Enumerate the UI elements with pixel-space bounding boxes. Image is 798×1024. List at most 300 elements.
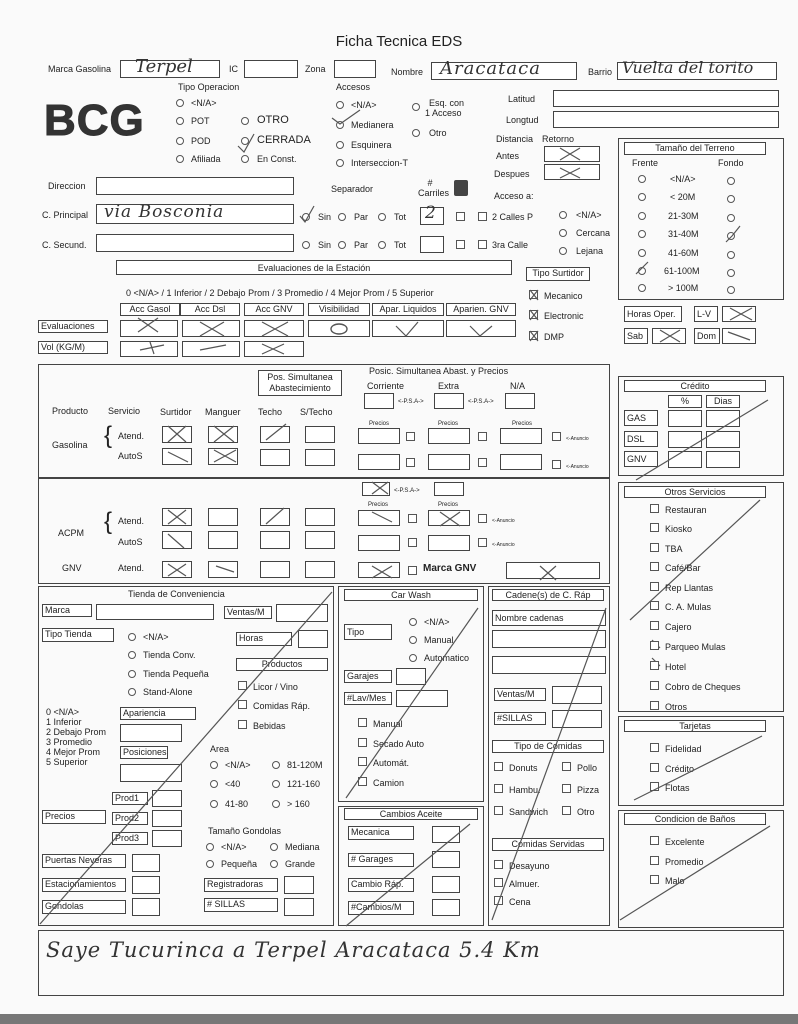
precios-label-1: Precios — [369, 421, 390, 427]
frente-more-radio[interactable] — [638, 284, 646, 292]
semaforo-check-1[interactable] — [456, 212, 465, 221]
secado-auto-label: Secado Auto — [373, 739, 425, 749]
gas-atend-surtidor[interactable] — [162, 426, 192, 443]
car-wash-na-label: <N/A> — [424, 617, 450, 627]
fondo-20-radio[interactable] — [727, 195, 735, 203]
col-acc-gnv: Acc GNV — [244, 303, 304, 316]
car-wash-manual-check[interactable] — [358, 718, 367, 727]
mecanica-field[interactable] — [432, 826, 460, 843]
acceso-cercana-radio[interactable] — [559, 229, 567, 237]
accesos-medianera-label: Medianera — [351, 120, 394, 130]
gas-autos-precio-1[interactable] — [358, 454, 400, 470]
acpm-autos-techo[interactable] — [260, 531, 290, 549]
sep-par-label-1: Par — [354, 212, 369, 222]
tipo-surtidor-title: Tipo Surtidor — [526, 267, 590, 281]
longitud-label: Longtud — [506, 115, 539, 125]
extra-label: Extra — [438, 381, 460, 391]
col-acc-dsl: Acc Dsl — [180, 303, 240, 316]
cadenas-sillas-label: #SILLAS — [494, 712, 546, 725]
acpm-atend-anuncio-label: <-Anuncio — [492, 518, 515, 524]
tipo-tienda-na-radio[interactable] — [128, 633, 136, 641]
cambios-mes-field[interactable] — [432, 899, 460, 916]
ic-field[interactable] — [244, 60, 298, 78]
otros-servicio-check[interactable] — [650, 621, 659, 630]
otros-servicios-section — [618, 482, 784, 712]
fondo-40-radio[interactable] — [727, 232, 735, 240]
acpm-atend-techo[interactable] — [260, 508, 290, 526]
sep-tot-radio-1[interactable] — [378, 213, 386, 221]
acpm-atend-precio-2[interactable] — [428, 510, 470, 526]
evaluaciones-row-label: Evaluaciones — [38, 320, 108, 333]
latitud-field[interactable] — [553, 90, 779, 107]
gnv-atend-stecho[interactable] — [305, 561, 335, 578]
tipo-op-otro-radio[interactable] — [241, 117, 249, 125]
area-label: Area — [210, 744, 230, 754]
horas-lv-field[interactable] — [722, 306, 756, 322]
eval-apar-liquidos[interactable] — [372, 320, 444, 337]
accesos-1acceso-label: 1 Acceso — [425, 108, 462, 118]
comida-sandwich-label: Sandwich — [509, 807, 549, 817]
servida-almuer-check[interactable] — [494, 878, 503, 887]
accesos-esquinera-label: Esquinera — [351, 140, 392, 150]
accesos-otro-label: Otro — [429, 128, 447, 138]
gas-autos-stecho[interactable] — [305, 449, 335, 466]
credito-gas-pct[interactable] — [668, 410, 702, 427]
tamano-gondolas-label: Tamaño Gondolas — [208, 826, 282, 836]
posiciones-field[interactable] — [120, 764, 182, 782]
nombre-cadenas-field-1[interactable] — [492, 630, 606, 648]
tipo-op-pot-radio[interactable] — [176, 117, 184, 125]
sep-sin-radio-1[interactable] — [302, 213, 310, 221]
acpm-atend-precio-1[interactable] — [358, 510, 400, 526]
calle-principal-value: via Bosconia — [104, 202, 225, 222]
vol-acc-dsl[interactable] — [182, 341, 240, 357]
credito-dsl-pct[interactable] — [668, 431, 702, 448]
gas-atend-techo[interactable] — [260, 426, 290, 443]
accesos-esqcon-radio[interactable] — [412, 103, 420, 111]
car-wash-camion-check[interactable] — [358, 777, 367, 786]
gas-atend-chk-1[interactable] — [406, 432, 415, 441]
comida-pizza-check[interactable] — [562, 784, 571, 793]
tarjeta-fidelidad-check[interactable] — [650, 743, 659, 752]
frente-40-radio[interactable] — [638, 230, 646, 238]
form-title: Ficha Tecnica EDS — [335, 33, 463, 50]
tienda-ventas-label: Ventas/M — [224, 606, 272, 619]
servida-cena-check[interactable] — [494, 896, 503, 905]
horas-dom-field[interactable] — [722, 328, 756, 344]
despues-field[interactable] — [544, 164, 600, 180]
acpm-atend-anuncio-chk[interactable] — [478, 514, 487, 523]
tipo-op-cerrada-radio[interactable] — [241, 137, 249, 145]
fondo-60-radio[interactable] — [727, 251, 735, 259]
accesos-otro-radio[interactable] — [412, 129, 420, 137]
comida-otro-check[interactable] — [562, 806, 571, 815]
credito-gas-label: GAS — [624, 410, 658, 426]
tipo-tienda-standalone-radio[interactable] — [128, 688, 136, 696]
nombre-value: Aracataca — [440, 58, 541, 79]
tres-calle-label: 3ra Calle — [492, 240, 529, 250]
gas-autos-precio-2[interactable] — [428, 454, 470, 470]
credito-dsl-dias[interactable] — [706, 431, 740, 448]
fondo-more-radio[interactable] — [727, 286, 735, 294]
bcg-logo: BCG — [44, 96, 145, 145]
otros-servicio-check[interactable] — [650, 543, 659, 552]
productos-licor-check[interactable] — [238, 681, 247, 690]
manguer-label: Manguer — [205, 407, 241, 417]
comida-pollo-label: Pollo — [577, 763, 598, 773]
tienda-scale-item: 0 <N/A> — [46, 707, 80, 717]
gnv-atend-surtidor[interactable] — [162, 561, 192, 578]
gas-atend-precio-1[interactable] — [358, 428, 400, 444]
sep-par-radio-2[interactable] — [338, 241, 346, 249]
cadenas-title: Cadene(s) de C. Ráp — [492, 589, 604, 601]
frente-na-radio[interactable] — [638, 175, 646, 183]
tipo-tienda-label: Tipo Tienda — [42, 628, 114, 642]
calle-secund-field[interactable] — [96, 234, 294, 252]
fondo-30-radio[interactable] — [727, 214, 735, 222]
otros-servicio-label: Restauran — [665, 505, 707, 515]
frente-30-radio[interactable] — [638, 212, 646, 220]
credito-gnv-dias[interactable] — [706, 451, 740, 468]
accesos-na-radio[interactable] — [336, 101, 344, 109]
acceso-cercana-label: Cercana — [576, 228, 611, 238]
na-field[interactable] — [505, 393, 535, 409]
car-wash-auto-radio[interactable] — [409, 654, 417, 662]
apariencia-label: Apariencia — [120, 707, 196, 720]
credito-gnv-pct[interactable] — [668, 451, 702, 468]
direccion-field[interactable] — [96, 177, 294, 195]
dos-calles-check[interactable] — [478, 212, 487, 221]
frente-100-radio[interactable] — [638, 267, 646, 275]
gas-atend-stecho[interactable] — [305, 426, 335, 443]
gasolina-atend-label: Atend. — [118, 431, 145, 441]
prod3-field[interactable] — [152, 830, 182, 847]
evaluaciones-title: Evaluaciones de la Estación — [116, 260, 512, 275]
gnv-atend-manguer[interactable] — [208, 561, 238, 578]
latitud-label: Latitud — [508, 94, 536, 104]
acceso-na-radio[interactable] — [559, 211, 567, 219]
accesos-esqcon-label: Esq. con — [429, 98, 465, 108]
gas-atend-precio-3[interactable] — [500, 428, 542, 444]
tipo-comidas-title: Tipo de Comidas — [492, 740, 604, 753]
acpm-atend-stecho[interactable] — [305, 508, 335, 526]
gas-atend-anuncio-chk[interactable] — [552, 432, 561, 441]
terreno-frente-label: Frente — [632, 158, 659, 168]
otros-servicio-check[interactable] — [650, 641, 659, 650]
banos-promedio-check[interactable] — [650, 856, 659, 865]
mecanica-label: Mecanica — [348, 826, 414, 840]
acpm-psa-field-1[interactable] — [362, 482, 390, 496]
cambio-rap-field[interactable] — [432, 876, 460, 893]
surtidor-electronic-label: Electronic — [544, 311, 584, 321]
otros-servicio-label: Cobro de Cheques — [665, 682, 741, 692]
servida-almuer-label: Almuer. — [509, 879, 540, 889]
productos-comidas-label: Comidas Ráp. — [253, 701, 311, 711]
acpm-psa-field-2[interactable] — [434, 482, 464, 496]
prod2-field[interactable] — [152, 810, 182, 827]
garages-field[interactable] — [432, 851, 460, 868]
corriente-field[interactable] — [364, 393, 394, 409]
cambios-mes-label: #Cambios/M — [348, 901, 414, 915]
comida-pollo-check[interactable] — [562, 762, 571, 771]
gas-autos-chk-1[interactable] — [406, 458, 415, 467]
puertas-neveras-label: Puertas Neveras — [42, 854, 126, 868]
gas-autos-surtidor[interactable] — [162, 448, 192, 465]
gas-autos-manguer[interactable] — [208, 448, 238, 465]
acpm-autos-chk-1[interactable] — [408, 538, 417, 547]
sep-sin-radio-2[interactable] — [302, 241, 310, 249]
antes-field[interactable] — [544, 146, 600, 162]
vol-acc-gnv[interactable] — [244, 341, 304, 357]
calle-secund-label: C. Secund. — [42, 240, 87, 250]
gas-atend-anuncio-label: <-Anuncio — [566, 436, 589, 442]
tarjeta-flotas-label: Flotas — [665, 783, 690, 793]
gasolina-label: Gasolina — [52, 440, 88, 450]
terreno-na-label: <N/A> — [670, 174, 696, 184]
calle-principal-label: C. Principal — [42, 210, 89, 220]
vol-acc-gasol[interactable] — [120, 341, 178, 357]
tipo-op-na-label: <N/A> — [191, 98, 217, 108]
acpm-atend-surtidor[interactable] — [162, 508, 192, 526]
banos-title: Condicion de Baños — [624, 813, 766, 825]
otros-servicio-label: Rep Llantas — [665, 583, 714, 593]
comida-donuts-check[interactable] — [494, 762, 503, 771]
sep-sin-label-2: Sin — [318, 240, 332, 250]
eval-visibilidad[interactable] — [308, 320, 370, 337]
gondola-na-label: <N/A> — [221, 842, 247, 852]
acpm-autos-precio-1[interactable] — [358, 535, 400, 551]
prod3-label: Prod3 — [112, 832, 148, 845]
acpm-autos-surtidor[interactable] — [162, 531, 192, 549]
separador-label: Separador — [331, 184, 374, 194]
otros-servicio-check[interactable] — [650, 701, 659, 710]
servida-desayuno-check[interactable] — [494, 860, 503, 869]
gas-atend-manguer[interactable] — [208, 426, 238, 443]
tipo-op-afiliada-radio[interactable] — [176, 155, 184, 163]
tipo-op-enconst-radio[interactable] — [241, 155, 249, 163]
retorno-label: Retorno — [542, 134, 575, 144]
tienda-ventas-field[interactable] — [276, 604, 328, 622]
acpm-autos-label: AutoS — [118, 537, 143, 547]
frente-60-radio[interactable] — [638, 249, 646, 257]
surtidor-dmp-check[interactable] — [529, 331, 538, 340]
area-120-label: 81-120M — [287, 760, 323, 770]
acpm-autos-anuncio-chk[interactable] — [478, 538, 487, 547]
gondola-mediana-radio[interactable] — [270, 843, 278, 851]
tipo-op-na-radio[interactable] — [176, 99, 184, 107]
credito-dsl-label: DSL — [624, 431, 658, 447]
zona-field[interactable] — [334, 60, 376, 78]
car-wash-tipo-label: Tipo — [344, 624, 392, 640]
comida-donuts-label: Donuts — [509, 763, 538, 773]
garages-label: # Garages — [348, 853, 414, 867]
area-80-radio[interactable] — [210, 800, 218, 808]
otros-servicios-title: Otros Servicios — [624, 486, 766, 498]
eval-aparien-gnv[interactable] — [446, 320, 516, 337]
car-wash-manual-label: Manual — [424, 635, 454, 645]
tienda-sillas-label: # SILLAS — [204, 898, 278, 912]
carriles-field-2[interactable] — [420, 236, 444, 253]
gas-atend-chk-2[interactable] — [478, 432, 487, 441]
area-160-radio[interactable] — [272, 780, 280, 788]
car-wash-manual-radio[interactable] — [409, 636, 417, 644]
tarjetas-title: Tarjetas — [624, 720, 766, 732]
gnv-atend-chk[interactable] — [408, 566, 417, 575]
credito-pct-header: % — [668, 395, 702, 408]
accesos-interseccion-radio[interactable] — [336, 159, 344, 167]
prod1-field[interactable] — [152, 790, 182, 807]
stecho-label: S/Techo — [300, 407, 333, 417]
eval-acc-gnv[interactable] — [244, 320, 304, 337]
comida-sandwich-check[interactable] — [494, 806, 503, 815]
surtidor-mecanico-check[interactable] — [529, 290, 538, 299]
marca-gnv-field[interactable] — [506, 562, 600, 579]
terreno-60-label: 41-60M — [668, 248, 699, 258]
banos-malo-check[interactable] — [650, 875, 659, 884]
cadenas-sillas-field[interactable] — [552, 710, 602, 728]
area-more-radio[interactable] — [272, 800, 280, 808]
horas-lv-label: L-V — [694, 306, 718, 322]
area-80-label: 41-80 — [225, 799, 249, 809]
otros-servicio-label: Cajero — [665, 622, 692, 632]
nombre-cadenas-field-2[interactable] — [492, 656, 606, 674]
gondola-grande-label: Grande — [285, 859, 316, 869]
otros-servicio-check[interactable] — [650, 582, 659, 591]
otros-servicio-check[interactable] — [650, 562, 659, 571]
fondo-100-radio[interactable] — [727, 269, 735, 277]
tipo-tienda-pequena-radio[interactable] — [128, 670, 136, 678]
otros-servicio-check[interactable] — [650, 601, 659, 610]
credito-gas-dias[interactable] — [706, 410, 740, 427]
tarjeta-flotas-check[interactable] — [650, 782, 659, 791]
tienda-horas-label: Horas — [236, 632, 292, 646]
area-na-radio[interactable] — [210, 761, 218, 769]
cadenas-ventas-field[interactable] — [552, 686, 602, 704]
gas-atend-precio-2[interactable] — [428, 428, 470, 444]
area-120-radio[interactable] — [272, 761, 280, 769]
accesos-medianera-radio[interactable] — [336, 121, 344, 129]
acpm-atend-chk-1[interactable] — [408, 514, 417, 523]
tienda-horas-field[interactable] — [298, 630, 328, 648]
evaluaciones-scale: 0 <N/A> / 1 Inferior / 2 Debajo Prom / 3 Promedio / 4 Mejor Prom / 5 Superior — [126, 288, 434, 298]
tipo-op-pod-radio[interactable] — [176, 137, 184, 145]
psa-label-1: <-P.S.A-> — [398, 399, 424, 405]
acpm-autos-precio-2[interactable] — [428, 535, 470, 551]
apariencia-field[interactable] — [120, 724, 182, 742]
gondolas-label: Gondolas — [42, 900, 126, 914]
tienda-marca-field[interactable] — [96, 604, 214, 620]
longitud-field[interactable] — [553, 111, 779, 128]
area-40-radio[interactable] — [210, 780, 218, 788]
gasolina-brace: { — [104, 422, 113, 449]
gas-autos-anuncio-chk[interactable] — [552, 460, 561, 469]
comida-hambu-label: Hambu. — [509, 785, 541, 795]
acpm-autos-stecho[interactable] — [305, 531, 335, 549]
extra-field[interactable] — [434, 393, 464, 409]
posic-simultanea-label: Posic. Simultanea Abast. y Precios — [369, 366, 509, 376]
horas-sab-label: Sab — [624, 328, 648, 344]
banos-excelente-label: Excelente — [665, 837, 705, 847]
gondola-na-radio[interactable] — [206, 843, 214, 851]
productos-bebidas-check[interactable] — [238, 720, 247, 729]
pos-simultanea-header: Pos. Simultanea Abastecimiento — [258, 370, 342, 396]
registradoras-field[interactable] — [284, 876, 314, 894]
sep-tot-radio-2[interactable] — [378, 241, 386, 249]
eval-acc-gasol[interactable] — [120, 320, 178, 337]
gondola-grande-radio[interactable] — [270, 860, 278, 868]
semaforo-check-2[interactable] — [456, 240, 465, 249]
antes-label: Antes — [496, 151, 520, 161]
surtidor-dmp-label: DMP — [544, 332, 564, 342]
otros-servicio-label: TBA — [665, 544, 683, 554]
gas-autos-chk-2[interactable] — [478, 458, 487, 467]
gas-autos-techo[interactable] — [260, 449, 290, 466]
terreno-40-label: 31-40M — [668, 229, 699, 239]
secado-auto-check[interactable] — [358, 738, 367, 747]
car-wash-manual-check-label: Manual — [373, 719, 403, 729]
frente-20-radio[interactable] — [638, 193, 646, 201]
gondola-pequena-radio[interactable] — [206, 860, 214, 868]
lav-mes-field[interactable] — [396, 690, 448, 707]
gas-autos-precio-3[interactable] — [500, 454, 542, 470]
accesos-esquinera-radio[interactable] — [336, 141, 344, 149]
otros-servicio-check[interactable] — [650, 661, 659, 670]
fondo-na-radio[interactable] — [727, 177, 735, 185]
tienda-sillas-field[interactable] — [284, 898, 314, 916]
terreno-more-label: > 100M — [668, 283, 699, 293]
acpm-autos-anuncio-label: <-Anuncio — [492, 542, 515, 548]
credito-gnv-label: GNV — [624, 451, 658, 467]
lav-mes-label: #Lav/Mes — [344, 692, 392, 705]
acceso-lejana-radio[interactable] — [559, 247, 567, 255]
car-wash-na-radio[interactable] — [409, 618, 417, 626]
gondolas-field[interactable] — [132, 898, 160, 916]
acpm-atend-label: Atend. — [118, 516, 145, 526]
horas-sab-field[interactable] — [652, 328, 686, 344]
gnv-atend-techo[interactable] — [260, 561, 290, 578]
puertas-neveras-field[interactable] — [132, 854, 160, 872]
tipo-operacion-label: Tipo Operacion — [178, 82, 240, 92]
tarjeta-credito-check[interactable] — [650, 763, 659, 772]
gasolina-autos-label: AutoS — [118, 451, 143, 461]
car-wash-automat-check[interactable] — [358, 757, 367, 766]
surtidor-electronic-check[interactable] — [529, 310, 538, 319]
banos-promedio-label: Promedio — [665, 857, 704, 867]
estacionamientos-field[interactable] — [132, 876, 160, 894]
horas-dom-label: Dom — [694, 328, 720, 344]
acpm-atend-manguer[interactable] — [208, 508, 238, 526]
otros-servicio-check[interactable] — [650, 504, 659, 513]
sep-par-radio-1[interactable] — [338, 213, 346, 221]
corriente-label: Corriente — [367, 381, 405, 391]
garajes-field[interactable] — [396, 668, 426, 685]
precios-label-3: Precios — [512, 421, 533, 427]
tipo-tienda-conv-radio[interactable] — [128, 651, 136, 659]
productos-comidas-check[interactable] — [238, 700, 247, 709]
otros-servicio-check[interactable] — [650, 681, 659, 690]
surtidor-mecanico-label: Mecanico — [544, 291, 583, 301]
otros-servicio-check[interactable] — [650, 523, 659, 532]
gnv-atend-precio[interactable] — [358, 562, 400, 578]
otros-servicio-label: Otros — [665, 702, 688, 712]
comida-hambu-check[interactable] — [494, 784, 503, 793]
banos-excelente-check[interactable] — [650, 836, 659, 845]
servida-cena-label: Cena — [509, 897, 531, 907]
tienda-scale-item: 4 Mejor Prom — [46, 747, 101, 757]
eval-acc-dsl[interactable] — [182, 320, 240, 337]
acpm-autos-manguer[interactable] — [208, 531, 238, 549]
tres-calle-check[interactable] — [478, 240, 487, 249]
